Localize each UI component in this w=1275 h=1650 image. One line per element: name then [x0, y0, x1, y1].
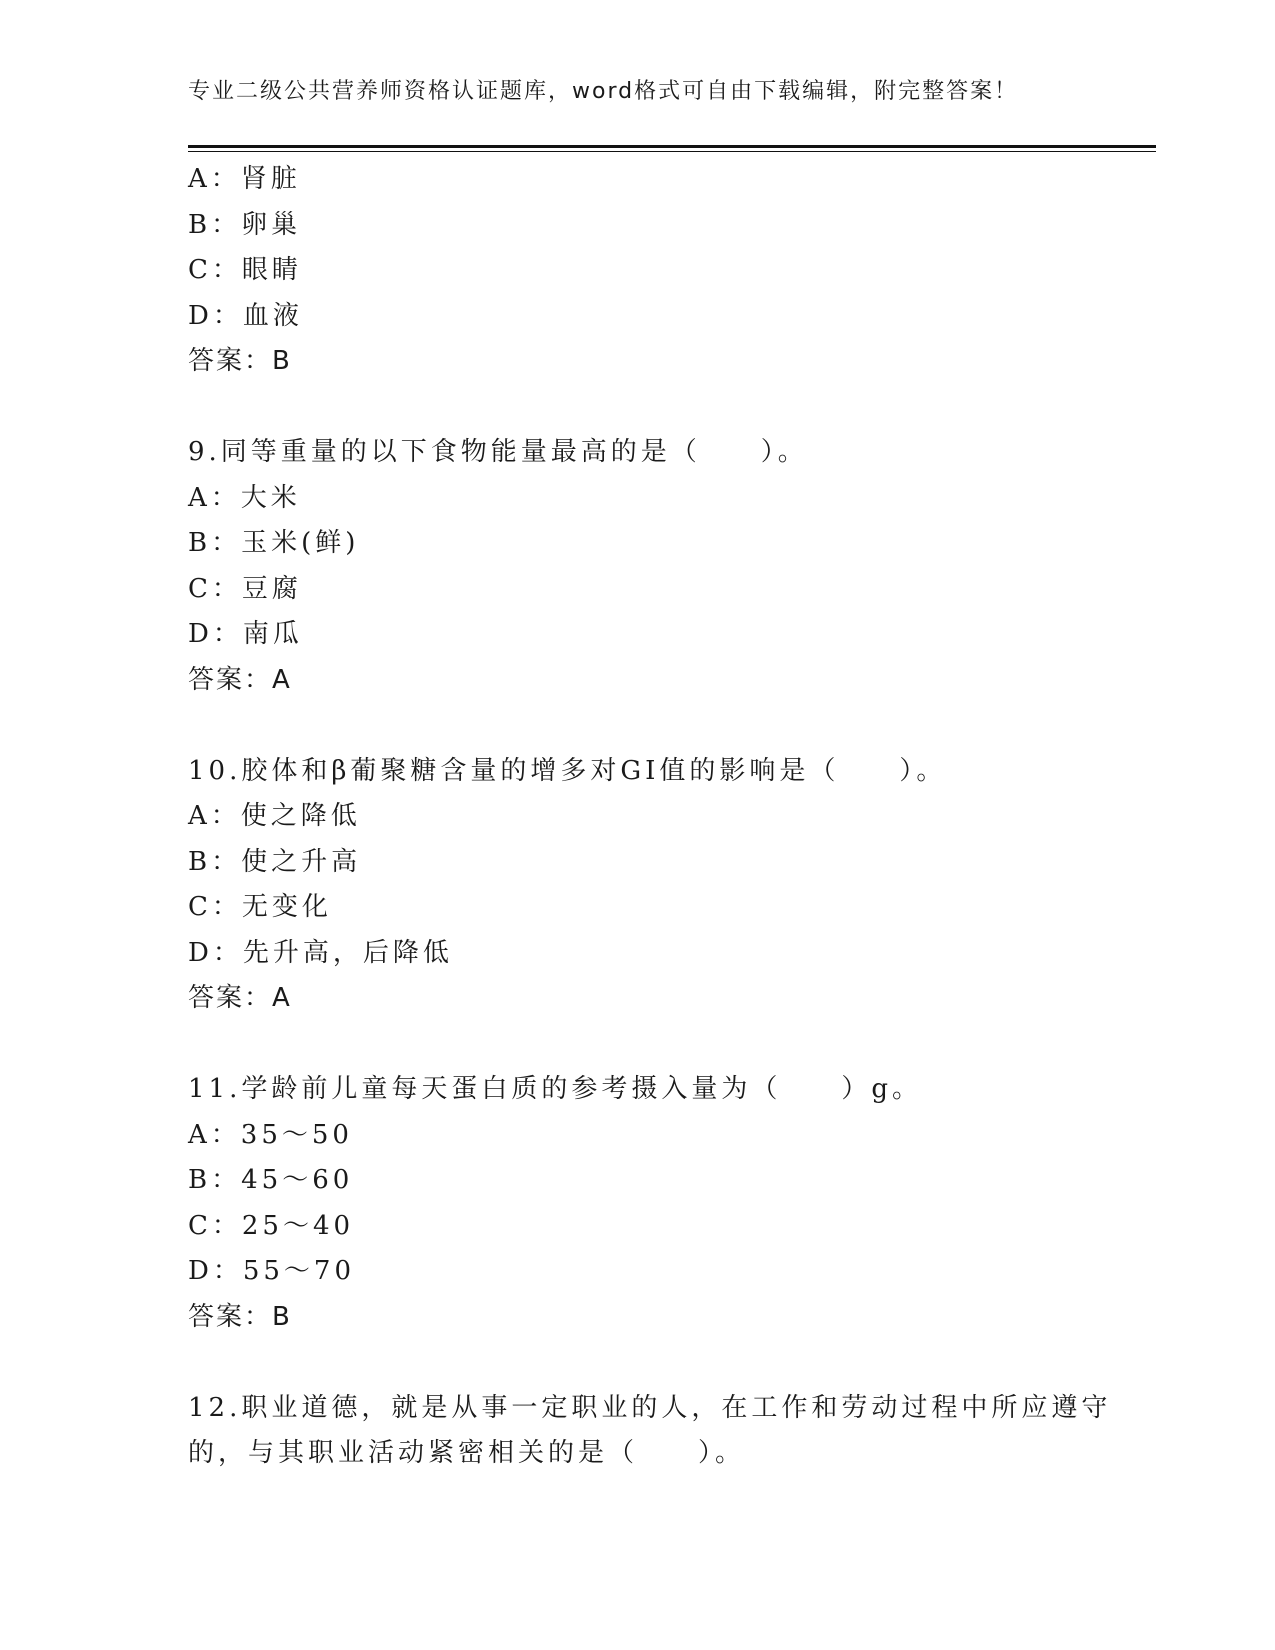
option-d: D：南瓜 [188, 619, 303, 649]
answer: 答案：A [188, 983, 292, 1013]
question-stem-line-2: 的，与其职业活动紧密相关的是（ ）。 [188, 1438, 746, 1468]
question-block-11 [188, 1067, 1088, 1340]
question-stem: 9.同等重量的以下食物能量最高的是（ ）。 [188, 437, 808, 467]
option-b: B：45～60 [188, 1165, 354, 1195]
option-b: B：玉米(鲜) [188, 528, 360, 558]
question-block-12 [188, 1386, 1112, 1477]
question-block-9 [188, 430, 1088, 703]
option-c: C：无变化 [188, 892, 332, 922]
question-block-8 [188, 157, 1088, 385]
answer: 答案：A [188, 664, 292, 695]
option-b: B：使之升高 [188, 846, 362, 877]
question-stem: 11.学龄前儿童每天蛋白质的参考摄入量为（ ）g。 [188, 1074, 922, 1104]
question-stem-line-1: 12.职业道德，就是从事一定职业的人，在工作和劳动过程中所应遵守 [188, 1392, 1112, 1423]
option-c: C：25～40 [188, 1210, 355, 1241]
option-a: A：大米 [188, 482, 301, 513]
option-c: C：眼睛 [188, 255, 302, 285]
question-block-10 [188, 749, 1088, 1022]
answer: 答案：B [188, 346, 292, 376]
header-rule-thin [188, 151, 1156, 152]
option-d: D：55～70 [188, 1256, 356, 1286]
option-d: D：先升高，后降低 [188, 937, 453, 968]
option-b: B：卵巢 [188, 209, 302, 240]
option-d: D：血液 [188, 300, 303, 331]
header-rule-thick [188, 145, 1156, 148]
answer: 答案：B [188, 1301, 292, 1332]
option-a: A：肾脏 [188, 164, 301, 194]
option-a: A：35～50 [188, 1119, 353, 1150]
page-header: 专业二级公共营养师资格认证题库，word格式可自由下载编辑，附完整答案！ [188, 79, 1019, 104]
question-stem: 10.胶体和β葡聚糖含量的增多对GI值的影响是（ ）。 [188, 755, 947, 786]
option-a: A：使之降低 [188, 801, 361, 831]
option-c: C：豆腐 [188, 573, 302, 604]
document-body [188, 157, 1112, 1477]
